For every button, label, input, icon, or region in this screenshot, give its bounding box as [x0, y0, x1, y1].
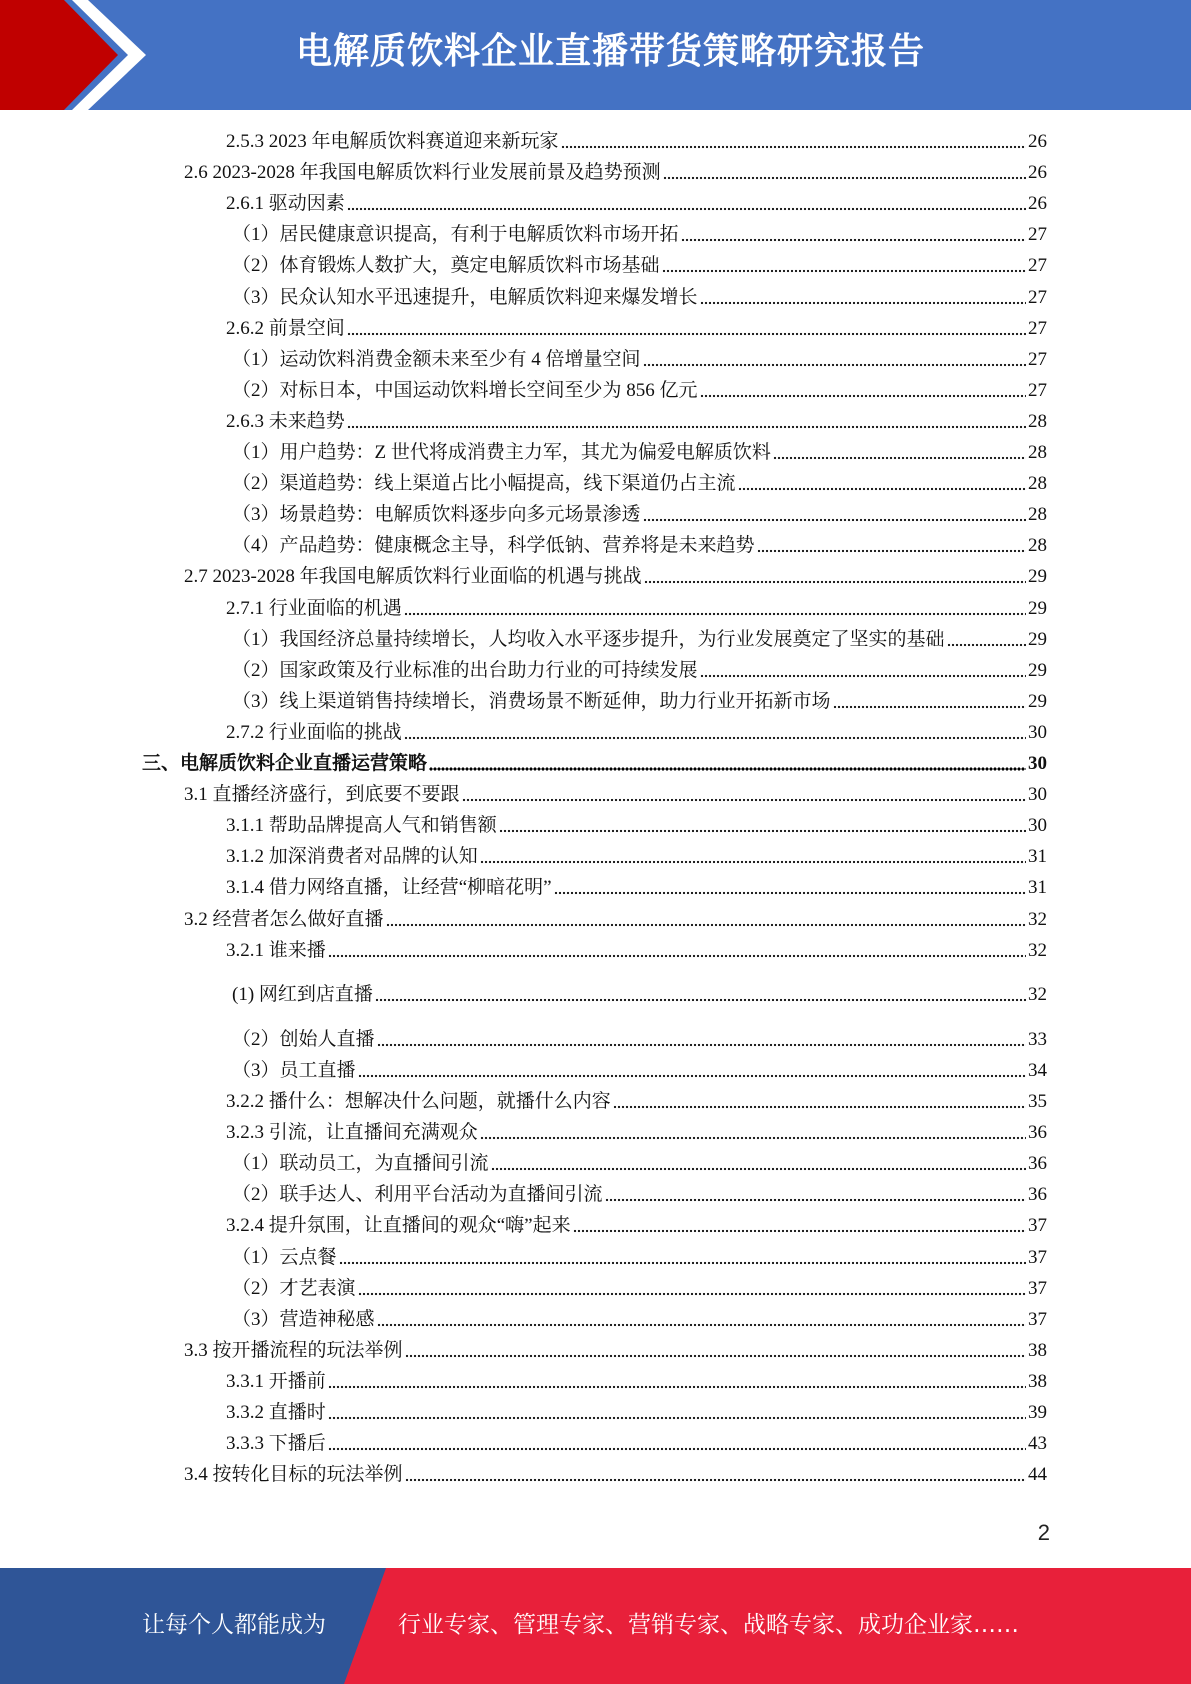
toc-entry-title: 3.2 经营者怎么做好直播: [184, 908, 384, 930]
toc-entry[interactable]: [232, 655, 1047, 686]
toc-entry-title: 3.2.1 谁来播: [226, 939, 326, 961]
toc-entry[interactable]: [226, 1086, 1047, 1117]
toc-dot-leader: [643, 517, 1026, 523]
toc-dot-leader: [347, 206, 1026, 212]
toc-entry-title: （1）我国经济总量持续增长，人均收入水平逐步提升，为行业发展奠定了坚实的基础: [232, 628, 945, 650]
report-footer: [0, 1568, 1191, 1684]
toc-entry-page: 28: [1028, 473, 1047, 495]
toc-entry[interactable]: [232, 530, 1047, 561]
toc-entry-title: 2.7.1 行业面临的机遇: [226, 597, 402, 619]
toc-entry[interactable]: [184, 1335, 1047, 1366]
toc-dot-leader: [480, 1135, 1026, 1141]
toc-dot-leader: [644, 579, 1026, 585]
toc-entry[interactable]: [142, 748, 1047, 779]
toc-entry-page: 27: [1028, 255, 1047, 277]
toc-entry-page: 38: [1028, 1370, 1047, 1392]
toc-entry-title: （3）营造神秘感: [232, 1308, 375, 1330]
report-header: [0, 0, 1191, 110]
toc-entry-page: 30: [1028, 721, 1047, 743]
toc-entry-page: 29: [1028, 566, 1047, 588]
toc-dot-leader: [700, 300, 1026, 306]
toc-entry-title: 2.6.3 未来趋势: [226, 410, 345, 432]
toc-dot-leader: [554, 890, 1026, 896]
toc-entry-page: 37: [1028, 1308, 1047, 1330]
toc-dot-leader: [328, 1384, 1026, 1390]
toc-entry[interactable]: [232, 1304, 1047, 1335]
toc-dot-leader: [663, 175, 1026, 181]
toc-entry-page: 34: [1028, 1059, 1047, 1081]
toc-entry-title: 2.5.3 2023 年电解质饮料赛道迎来新玩家: [226, 131, 559, 152]
toc-dot-leader: [375, 997, 1026, 1003]
toc-entry-title: 三、电解质饮料企业直播运营策略: [142, 753, 428, 774]
toc-entry[interactable]: [232, 499, 1047, 530]
toc-dot-leader: [405, 1353, 1026, 1359]
toc-dot-leader: [404, 611, 1026, 617]
toc-dot-leader: [328, 1446, 1026, 1452]
toc-entry-page: 27: [1028, 379, 1047, 401]
toc-entry-page: 28: [1028, 504, 1047, 526]
toc-entry-title: （2）体育锻炼人数扩大，奠定电解质饮料市场基础: [232, 255, 660, 277]
toc-entry-page: 30: [1028, 753, 1047, 774]
toc-dot-leader: [405, 1477, 1026, 1483]
toc-entry-title: 3.3 按开播流程的玩法举例: [184, 1339, 403, 1361]
toc-entry-page: 27: [1028, 286, 1047, 308]
footer-slogan-right: 行业专家、管理专家、营销专家、战略专家、成功企业家……: [398, 1612, 1019, 1638]
toc-dot-leader: [404, 735, 1026, 741]
toc-entry-page: 37: [1028, 1246, 1047, 1268]
toc-dot-leader: [328, 1415, 1026, 1421]
toc-entry[interactable]: [226, 935, 1047, 966]
toc-entry[interactable]: [226, 126, 1047, 157]
toc-entry-page: 29: [1028, 597, 1047, 619]
toc-entry[interactable]: [232, 624, 1047, 655]
toc-entry-page: 27: [1028, 224, 1047, 246]
toc-entry[interactable]: [232, 1179, 1047, 1210]
toc-dot-leader: [700, 393, 1026, 399]
toc-entry-page: 37: [1028, 1215, 1047, 1237]
toc-entry-title: 3.2.4 提升氛围，让直播间的观众“嗨”起来: [226, 1215, 571, 1237]
toc-dot-leader: [499, 828, 1026, 834]
header-chevron-decoration: [0, 0, 160, 110]
toc-entry-title: 2.6 2023-2028 年我国电解质饮料行业发展前景及趋势预测: [184, 162, 661, 184]
toc-entry[interactable]: [232, 344, 1047, 375]
toc-entry-title: （4）产品趋势：健康概念主导，科学低钠、营养将是未来趋势: [232, 535, 755, 557]
toc-entry[interactable]: [232, 686, 1047, 717]
toc-entry-page: 29: [1028, 628, 1047, 650]
toc-entry[interactable]: [226, 1397, 1047, 1428]
toc-entry-title: 3.1 直播经济盛行，到底要不要跟: [184, 784, 460, 806]
toc-entry[interactable]: [232, 1055, 1047, 1086]
toc-entry-title: (1) 网红到店直播: [232, 983, 373, 1005]
toc-entry-title: （1）运动饮料消费金额未来至少有 4 倍增量空间: [232, 348, 641, 370]
toc-entry-page: 32: [1028, 908, 1047, 930]
toc-entry-title: （2）创始人直播: [232, 1028, 375, 1050]
toc-entry-title: （3）员工直播: [232, 1059, 356, 1081]
toc-dot-leader: [491, 1166, 1026, 1172]
toc-entry-title: （1）云点餐: [232, 1246, 337, 1268]
toc-dot-leader: [833, 704, 1026, 710]
toc-entry[interactable]: [226, 188, 1047, 219]
toc-dot-leader: [347, 331, 1026, 337]
toc-entry-page: 37: [1028, 1277, 1047, 1299]
toc-entry-page: 27: [1028, 317, 1047, 339]
toc-dot-leader: [947, 642, 1026, 648]
toc-entry[interactable]: [232, 1273, 1047, 1304]
toc-entry[interactable]: [226, 1366, 1047, 1397]
toc-entry-title: （2）国家政策及行业标准的出台助力行业的可持续发展: [232, 659, 698, 681]
toc-entry-title: 2.7 2023-2028 年我国电解质饮料行业面临的机遇与挑战: [184, 566, 642, 588]
toc-entry[interactable]: [184, 157, 1047, 188]
toc-entry-page: 36: [1028, 1153, 1047, 1175]
toc-entry-title: 3.2.2 播什么：想解决什么问题，就播什么内容: [226, 1091, 611, 1112]
toc-entry-page: 28: [1028, 442, 1047, 463]
toc-entry-page: 26: [1028, 131, 1047, 152]
toc-dot-leader: [757, 548, 1026, 554]
toc-entry-page: 28: [1028, 410, 1047, 432]
toc-entry-title: （3）场景趋势：电解质饮料逐步向多元场景渗透: [232, 504, 641, 526]
toc-entry-page: 31: [1028, 846, 1047, 868]
toc-entry[interactable]: [226, 313, 1047, 344]
toc-dot-leader: [377, 1322, 1026, 1328]
toc-entry-title: （3）线上渠道销售持续增长，消费场景不断延伸，助力行业开拓新市场: [232, 690, 831, 712]
toc-entry-title: （3）民众认知水平迅速提升，电解质饮料迎来爆发增长: [232, 286, 698, 308]
toc-entry-page: 26: [1028, 162, 1047, 184]
toc-entry-page: 32: [1028, 983, 1047, 1005]
toc-dot-leader: [339, 1260, 1026, 1266]
toc-entry-title: （1）用户趋势：Z 世代将成消费主力军，其尤为偏爱电解质饮料: [232, 442, 771, 463]
toc-entry-title: （1）居民健康意识提高，有利于电解质饮料市场开拓: [232, 224, 679, 246]
footer-slogan-left: 让每个人都能成为: [142, 1612, 326, 1638]
toc-entry-title: 3.1.2 加深消费者对品牌的认知: [226, 846, 478, 868]
toc-dot-leader: [462, 797, 1026, 803]
toc-entry-title: （2）联手达人、利用平台活动为直播间引流: [232, 1184, 603, 1206]
toc-entry[interactable]: [226, 1428, 1047, 1459]
toc-entry-page: 33: [1028, 1028, 1047, 1050]
toc-entry[interactable]: [232, 468, 1047, 499]
toc-entry[interactable]: [226, 717, 1047, 748]
toc-entry[interactable]: [226, 841, 1047, 872]
toc-entry[interactable]: [232, 219, 1047, 250]
toc-dot-leader: [662, 268, 1026, 274]
toc-entry[interactable]: [226, 1117, 1047, 1148]
toc-entry-title: （2）才艺表演: [232, 1277, 356, 1299]
toc-entry-page: 35: [1028, 1091, 1047, 1112]
toc-dot-leader: [738, 486, 1026, 492]
toc-entry-title: （2）对标日本，中国运动饮料增长空间至少为 856 亿元: [232, 379, 698, 401]
toc-entry[interactable]: [232, 1024, 1047, 1055]
toc-dot-leader: [328, 953, 1026, 959]
toc-entry-title: 3.3.1 开播前: [226, 1370, 326, 1392]
toc-entry-title: 2.6.1 驱动因素: [226, 193, 345, 215]
toc-entry-page: 39: [1028, 1402, 1047, 1423]
toc-entry-title: 3.3.2 直播时: [226, 1402, 326, 1423]
page-number: 2: [1037, 1520, 1050, 1545]
toc-entry-page: 29: [1028, 659, 1047, 681]
toc-entry[interactable]: [232, 1242, 1047, 1273]
toc-entry[interactable]: [232, 282, 1047, 313]
toc-entry[interactable]: [226, 872, 1047, 903]
toc-entry-title: 2.6.2 前景空间: [226, 317, 345, 339]
toc-entry[interactable]: [184, 904, 1047, 935]
toc-dot-leader: [561, 144, 1026, 150]
toc-entry-page: 28: [1028, 535, 1047, 557]
toc-dot-leader: [700, 673, 1026, 679]
toc-entry[interactable]: [232, 437, 1047, 468]
toc-entry-page: 32: [1028, 939, 1047, 961]
toc-entry-title: 2.7.2 行业面临的挑战: [226, 721, 402, 743]
toc-entry[interactable]: [184, 779, 1047, 810]
toc-entry-title: （1）联动员工，为直播间引流: [232, 1153, 489, 1175]
toc-dot-leader: [358, 1073, 1026, 1079]
toc-entry-title: 3.3.3 下播后: [226, 1433, 326, 1455]
toc-entry-page: 44: [1028, 1464, 1047, 1486]
toc-entry-title: 3.1.4 借力网络直播，让经营“柳暗花明”: [226, 877, 552, 899]
toc-dot-leader: [573, 1228, 1026, 1234]
toc-dot-leader: [613, 1104, 1026, 1110]
toc-entry-page: 38: [1028, 1339, 1047, 1361]
toc-entry-page: 30: [1028, 784, 1047, 806]
toc-dot-leader: [429, 766, 1026, 772]
toc-dot-leader: [377, 1042, 1026, 1048]
toc-dot-leader: [643, 362, 1026, 368]
toc-entry-title: 3.4 按转化目标的玩法举例: [184, 1464, 403, 1486]
toc-entry-page: 27: [1028, 348, 1047, 370]
toc-entry[interactable]: [232, 375, 1047, 406]
toc-dot-leader: [480, 859, 1026, 865]
toc-entry-page: 31: [1028, 877, 1047, 899]
toc-entry-page: 26: [1028, 193, 1047, 215]
toc-dot-leader: [386, 922, 1026, 928]
toc-dot-leader: [347, 424, 1026, 430]
toc-entry[interactable]: [226, 406, 1047, 437]
toc-entry[interactable]: [184, 1459, 1047, 1490]
toc-dot-leader: [773, 455, 1026, 461]
toc-entry-title: 3.1.1 帮助品牌提高人气和销售额: [226, 815, 497, 837]
toc-entry[interactable]: [226, 1210, 1047, 1241]
toc-entry-page: 29: [1028, 690, 1047, 712]
toc-entry-title: （2）渠道趋势：线上渠道占比小幅提高，线下渠道仍占主流: [232, 473, 736, 495]
toc-entry[interactable]: [232, 1148, 1047, 1179]
toc-entry[interactable]: [226, 810, 1047, 841]
toc-entry[interactable]: [184, 561, 1047, 592]
toc-dot-leader: [605, 1197, 1026, 1203]
toc-entry-page: 30: [1028, 815, 1047, 837]
toc-entry[interactable]: [232, 979, 1047, 1010]
toc-entry-title: 3.2.3 引流，让直播间充满观众: [226, 1122, 478, 1144]
toc-entry-page: 36: [1028, 1184, 1047, 1206]
toc-entry-page: 43: [1028, 1433, 1047, 1455]
toc-entry[interactable]: [232, 250, 1047, 281]
report-title: 电解质饮料企业直播带货策略研究报告: [296, 31, 926, 72]
toc-dot-leader: [358, 1291, 1026, 1297]
toc-entry-page: 36: [1028, 1122, 1047, 1144]
toc-dot-leader: [681, 237, 1026, 243]
toc-entry[interactable]: [226, 593, 1047, 624]
